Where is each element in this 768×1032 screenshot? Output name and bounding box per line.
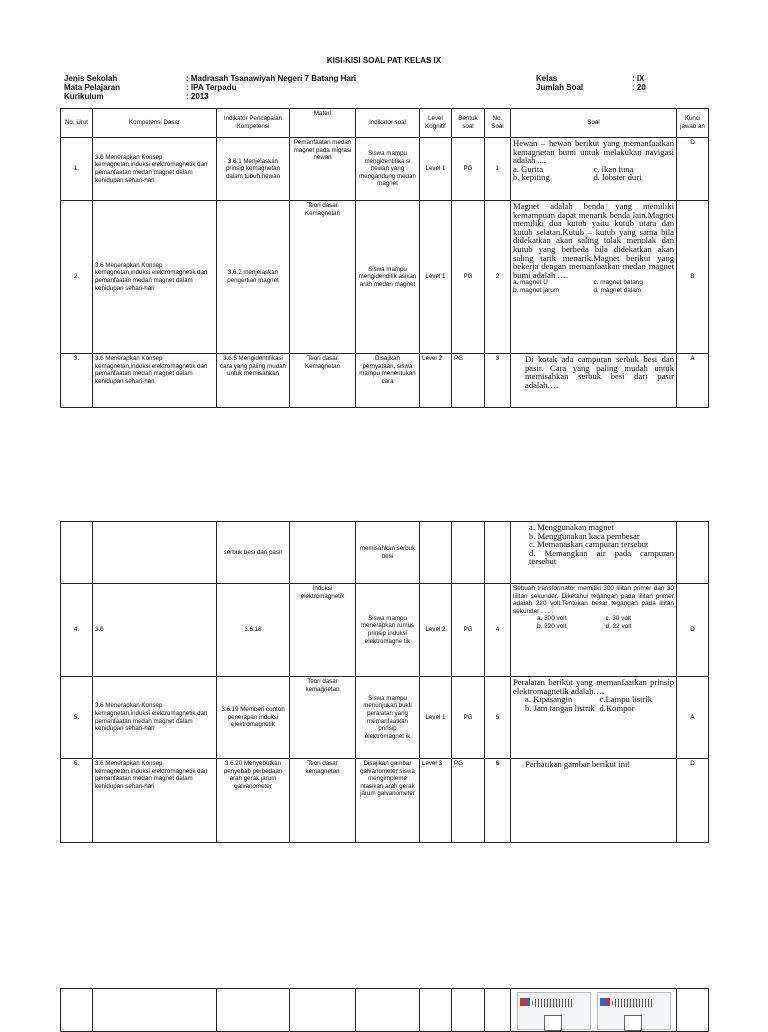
cell-materi [290,522,356,584]
answer-options [513,165,674,182]
cell-level: Level 1 [420,677,452,759]
cell-ipk: serbuk besi dari pasir [217,522,290,584]
cell-kd [93,989,217,1032]
cell-indikator: Siswa mampu menerapkan rumus prinsip induksi elektromagne tik [356,584,420,677]
cell-indikator: memisahkan serbuk besi [356,522,420,584]
table-row [61,759,709,843]
cell-bentuk: PG [452,138,485,201]
cell-nosoal: 5 [485,677,511,759]
question-text: Di kotak ada campuran serbuk besi dan pasir. Cara yang paling mudah untuk memisahkan serbuk besi dari pasir adalah…. [525,354,674,390]
answer-options [513,615,674,630]
cell-no [61,522,93,584]
option-a: a. Gurita [513,163,544,174]
header-kd: Kompetensi Dasar [93,109,217,138]
cell-kunci: D [677,138,709,201]
galvanometer-figure [513,992,674,1030]
table-row [61,989,709,1032]
question-text: Perhatikan gambar berikut ini! [525,759,631,769]
cell-level: Level 2 [420,584,452,677]
cell-kunci: A [677,677,709,759]
cell-kunci: D [677,584,709,677]
option-b: b. 220 volt [537,622,567,630]
galvanometer-icon [544,1015,562,1031]
cell-soal [511,759,677,843]
header-indikator: Indikator soal [356,109,420,138]
info-value-count: : 20 [632,83,646,92]
cell-nosoal: 6 [485,759,511,843]
cell-materi: Teori dasar kemagnetan [290,759,356,843]
header-nosoal: No. Soal [485,109,511,138]
cell-bentuk: PG [452,201,485,354]
option-a: a. Kipasangin [525,694,573,705]
option-a: a. 300 volt [537,615,567,623]
cell-level: Level 1 [420,201,452,354]
cell-nosoal: 1 [485,138,511,201]
info-label-subject: Mata Pelajaran [64,83,121,92]
grid-table-3 [60,988,709,1032]
cell-kunci: B [677,201,709,354]
option-c: c. 30 volt [605,615,632,623]
cell-no: 6. [61,759,93,843]
cell-soal [511,989,677,1032]
cell-indikator [356,989,420,1032]
table-row [61,138,709,201]
info-label-class: Kelas [536,74,558,83]
cell-nosoal: 4 [485,584,511,677]
galvanometer-image-1 [517,992,591,1030]
option-d: d. magnet dalam [593,286,642,294]
cell-indikator: Disajikan pernyataan, siswa mampu menentukan cara [356,354,420,408]
magnet-icon [520,998,530,1006]
header-soal: Soal [511,109,677,138]
grid-table-2 [60,521,709,843]
cell-kunci: A [677,354,709,408]
info-value-school: : Madrasah Tsanawiyah Negeri 7 Batang Hari [186,74,357,83]
cell-kd: 3.6 [93,584,217,677]
cell-materi: Induksi elektromagnetik [290,584,356,677]
cell-soal [511,354,677,408]
info-label-school: Jenis Sekolah [64,74,118,83]
cell-kd: 3.6 Menerapkan Konsep kemagnetan,induksi elektromagnetik dan pemanfaatan medan magnet dalam kehidupan sehari-hari [93,138,217,201]
table-row [61,677,709,759]
cell-indikator: Siswa mampu menunjukan bukti peralatan yang memanfaatkan prinsip elektromagnet ik [356,677,420,759]
info-right [536,74,646,92]
cell-no: 2. [61,201,93,354]
option-d: d. lobster duri [593,172,642,183]
header-kunci: Kunci jawab an [677,109,709,138]
cell-materi: Pemanfaatan medan magnet pada migrasi hewan [290,138,356,201]
document-title: KISI-KISI SOAL PAT KELAS IX [326,56,442,65]
cell-level: Level 3 [420,759,452,843]
cell-soal [511,677,677,759]
galvanometer-icon [624,1015,642,1031]
coil-icon [532,999,574,1007]
table-row [61,584,709,677]
answer-options [513,695,674,712]
header-bentuk: Bentuk soal [452,109,485,138]
option-d: d. Memangkan air pada campuran tersebut [529,547,674,567]
option-c: c. Memanaskan campuran tersebut [529,539,649,550]
option-c: c. ikan tuna [593,163,634,174]
cell-soal [511,201,677,354]
question-text: Peralatan berikut yang memanfaatkan prinsip elektromagnetik adalah…. [513,677,674,696]
cell-ipk: 3.6.18 [217,584,290,677]
cell-nosoal: 3 [485,354,511,408]
cell-materi [290,989,356,1032]
option-b: b. Menggunakan kaca pembesar [529,530,640,541]
info-label-curriculum: Kurikulum [64,92,104,101]
option-a: a. Menggunakan magnet [529,522,614,532]
cell-bentuk: PG [452,584,485,677]
cell-level [420,989,452,1032]
cell-indikator: Disajikan gambar galvanometer siswa mengimpleme ntasikan arah gerak jarum galvanometer [356,759,420,843]
galvanometer-image-2 [597,992,671,1030]
cell-bentuk [452,522,485,584]
info-value-curriculum: : 2013 [186,92,209,101]
cell-soal [511,522,677,584]
header-materi: Materi [290,109,356,138]
info-value-subject: : IPA Terpadu [186,83,237,92]
cell-kunci [677,989,709,1032]
cell-nosoal [485,522,511,584]
cell-level: Level 1 [420,138,452,201]
grid-table-1 [60,108,709,408]
cell-materi: Teori dasar Kemagnetan [290,201,356,354]
cell-no: 1. [61,138,93,201]
cell-soal [511,138,677,201]
cell-kd: 3.6 Menerapkan Konsep kemagnetan,induksi elektromagnetik dan pemanfaatan medan magnet dalam kehidupan sehari-hari [93,201,217,354]
cell-indikator: Siswa mampu mengidendifik asikan arah medan magnet [356,201,420,354]
answer-options [513,279,674,294]
info-value-class: : IX [632,74,645,83]
magnet-icon [600,998,610,1006]
cell-no: 4. [61,584,93,677]
header-row [61,109,709,138]
header-level: Level Kognitif [420,109,452,138]
cell-kd: 3.6 Menerapkan Konsep kemagnetan,induksi elektromagnetik dan pemanfaatan medan magnet dalam kehidupan sehari-hari [93,759,217,843]
cell-kunci: D [677,759,709,843]
cell-bentuk [452,989,485,1032]
info-left [64,74,356,101]
cell-bentuk: PG [452,677,485,759]
header-ipk: Indikator Pencapaian Kompetensi [217,109,290,138]
header-no: No. Urut [61,109,93,138]
option-c: c. magnet batang [593,279,643,287]
cell-kunci [677,522,709,584]
cell-ipk: 3.6.20 Menyebutkan penyebab perbedaan arah gerak jarum galvanometer [217,759,290,843]
cell-soal [511,584,677,677]
cell-materi: Teori dasar Kemagnetan [290,354,356,408]
cell-ipk: 3.6.5 Mengidentifikasi cara yang paling mudah untuk memisahkan [217,354,290,408]
cell-no [61,989,93,1032]
question-text: Sebuah transformator memiliki 300 lilitan primer dan 30 lilitan sekunder. Diketahui tegangan pada lilitan primer adalah 220 volt.Tentukan besar tegangan pada lilitan sekunder . . . . [513,585,674,615]
cell-level [420,522,452,584]
cell-level: Level 2 [420,354,452,408]
cell-ipk: 3.6.1 Menjelaskan prinsip kemagnetan dalam tubuh hewan [217,138,290,201]
coil-icon [612,999,654,1007]
cell-no: 5. [61,677,93,759]
cell-kd: 3.6 Menerapkan Konsep kemagnetan,induksi elektromagnetik dan pemanfaatan medan magnet dalam kehidupan sehari-hari [93,677,217,759]
option-b: b. Jam tangan listrik [525,702,595,713]
option-d: d. 22 volt [605,622,632,630]
info-label-count: Jumlah Soal [536,83,584,92]
question-text: Hewan – hewan berikut yang memanfaatkan kemagnetan bumi untuk melakukan navigasi adalah .... [513,138,674,166]
table-row [61,354,709,408]
option-a: a. magnet U [513,279,548,287]
cell-bentuk: PG [452,759,485,843]
cell-nosoal: 2 [485,201,511,354]
cell-materi: Teori dasar kemagnetan [290,677,356,759]
table-row [61,522,709,584]
cell-kd: 3.6 Menerapkan Konsep kemagnetan,induksi elektromagnetik dan pemanfaatan medan magnet dalam kehidupan sehari-hari [93,354,217,408]
question-text: Magnet adalah benda yang memiliki kemampuan dapat menarik benda lain.Magnet memiliki dua kutub yaitu kutub utara dan kutub selatan.Kutub – kutub yang sama bila didekatkan akan saling tolak menolak dan kutub yang berbeda bila didekatkan akan saling tarik menarik.Magnet berikut yang bekerja dengan memanfaatkan medan magnet bumi adalah …. [513,201,674,280]
cell-indikator: Siswa mampu mengidentifika si hewan yang mengandung medan magnet [356,138,420,201]
option-d: d.Kompor [599,702,635,713]
cell-nosoal [485,989,511,1032]
cell-ipk: 3.6.19 Memberi contoh penerapan induksi elektromagnetik [217,677,290,759]
cell-kd [93,522,217,584]
option-b: b. magnet jarum [513,286,560,294]
cell-bentuk: PG [452,354,485,408]
cell-ipk [217,989,290,1032]
option-c: c.Lampu listrik [599,694,653,705]
answer-options [513,523,674,566]
cell-no: 3. [61,354,93,408]
cell-ipk: 3.6.2 menjelaskan pengertian magnet [217,201,290,354]
option-b: b. kepiting [513,172,550,183]
table-row [61,201,709,354]
